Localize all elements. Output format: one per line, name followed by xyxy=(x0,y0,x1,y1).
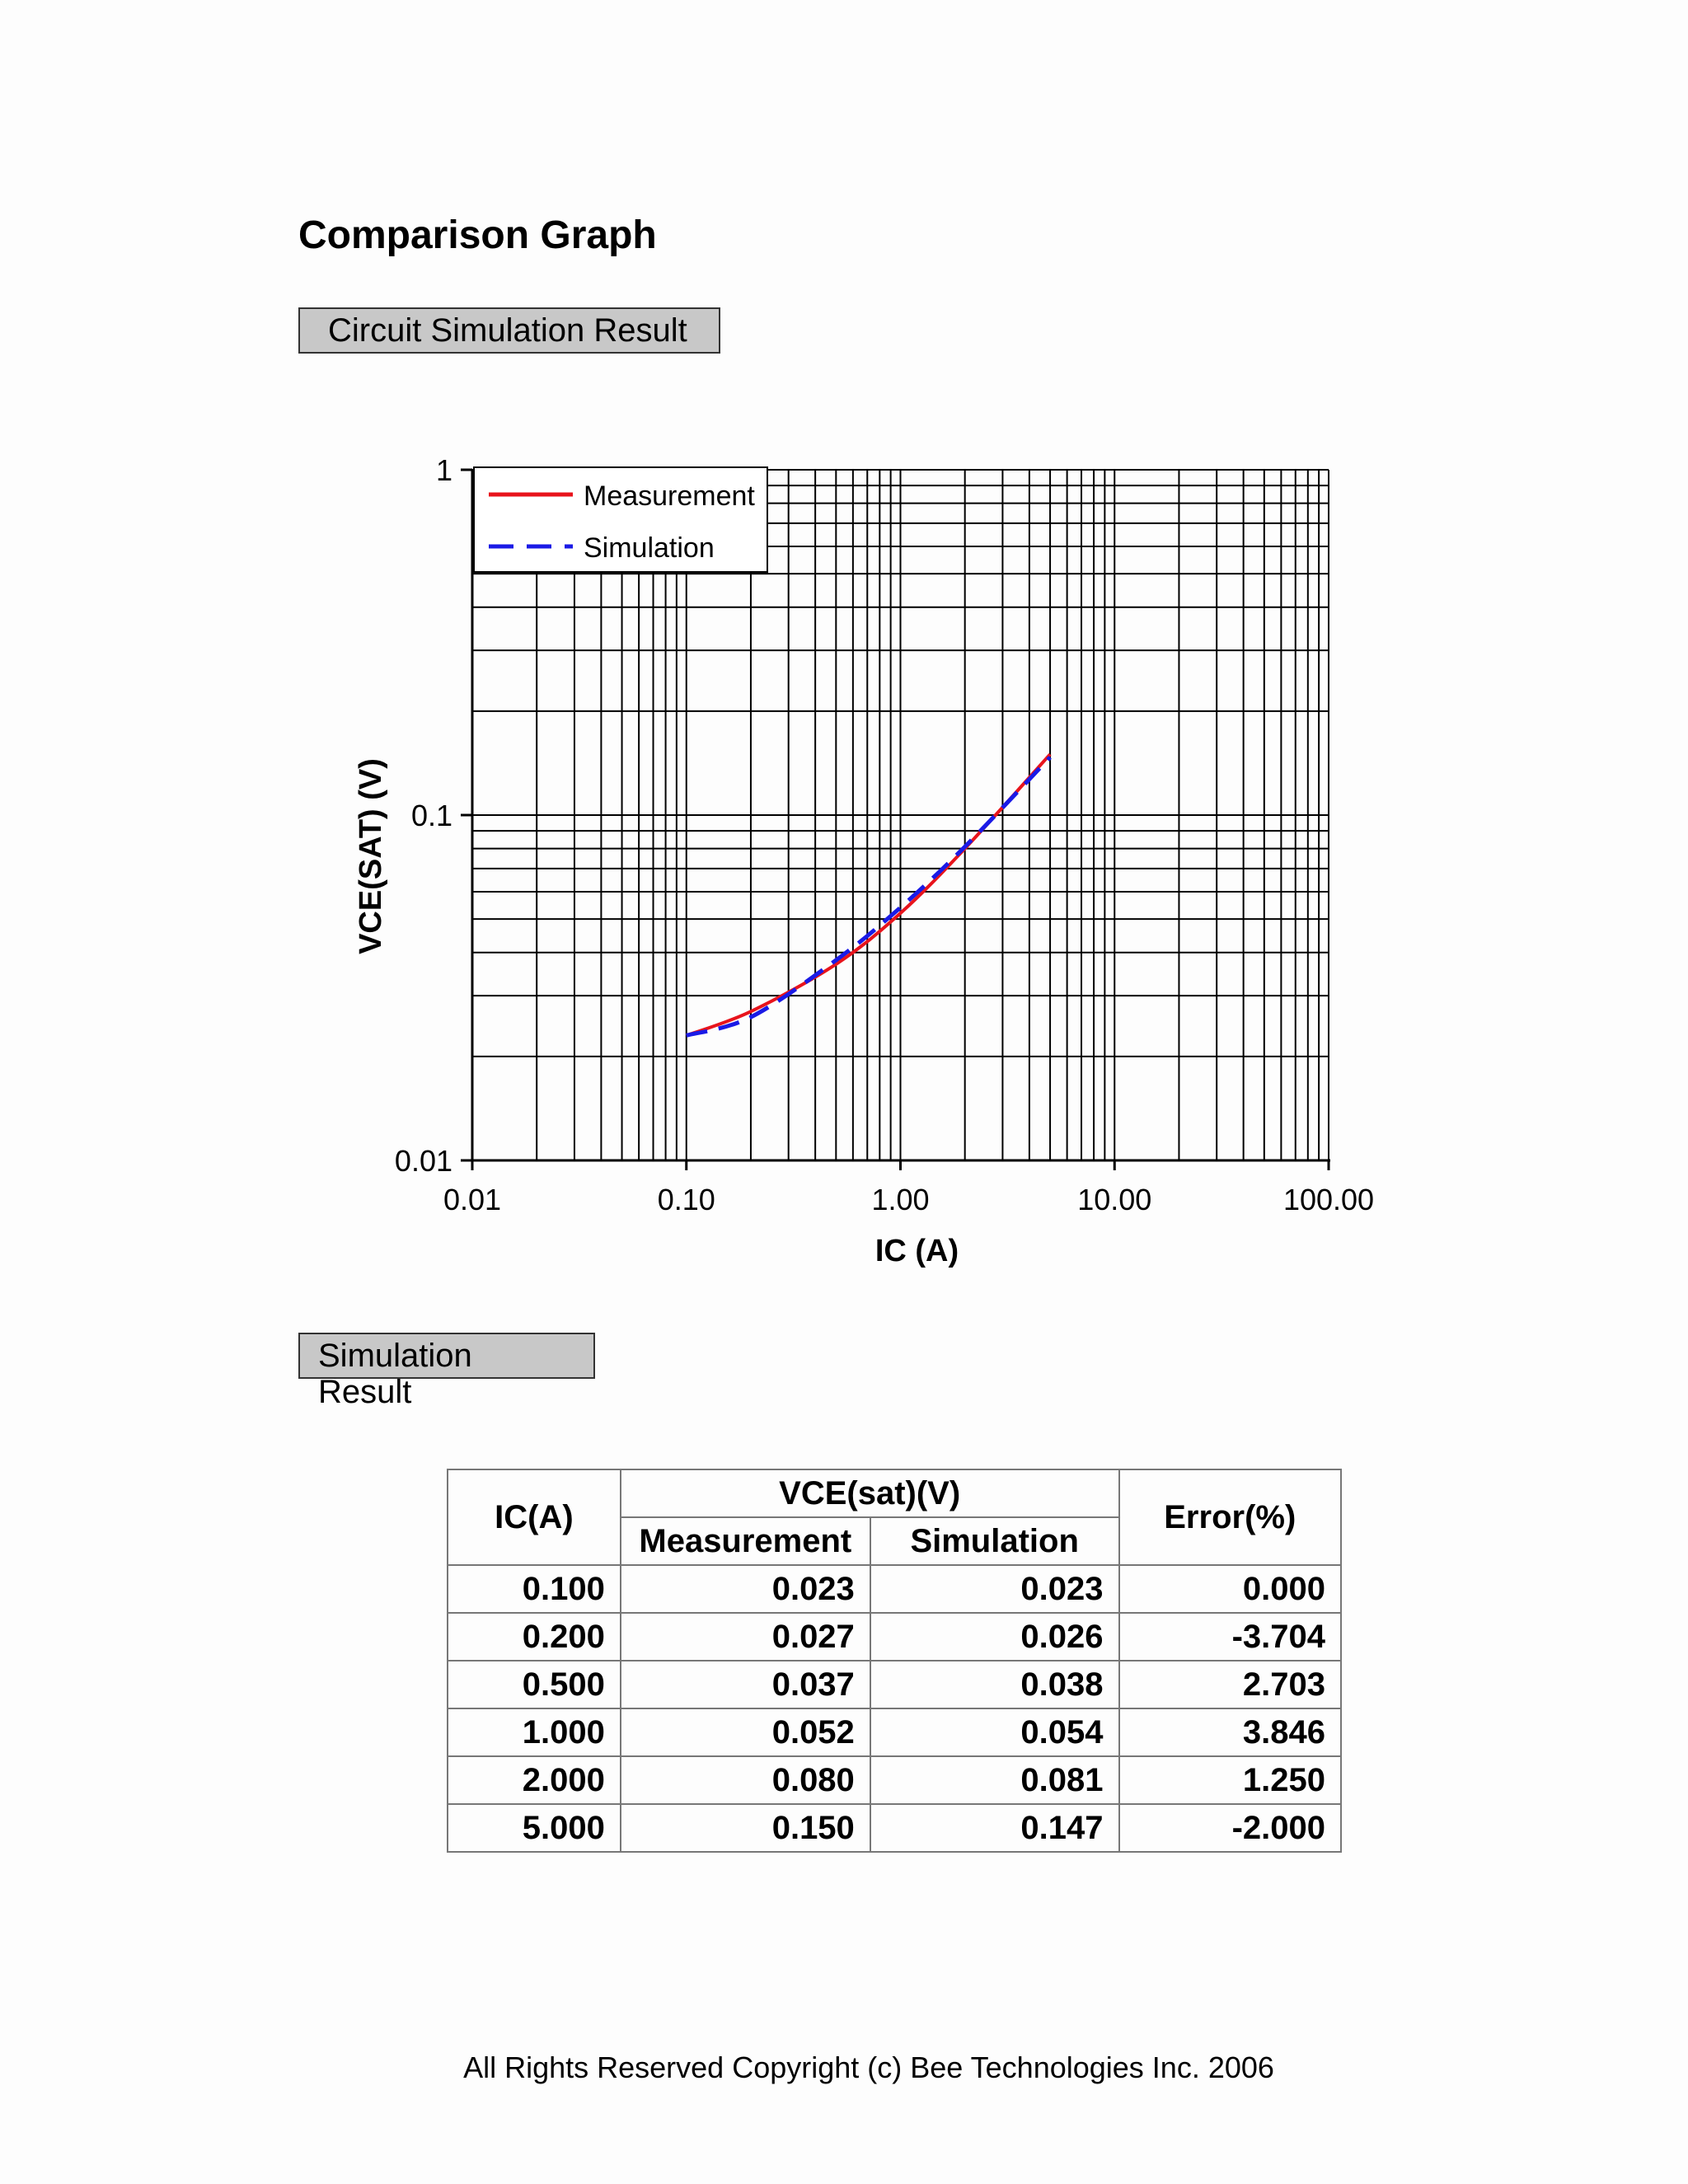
cell-simulation: 0.038 xyxy=(870,1661,1119,1708)
table-row xyxy=(448,1613,1341,1661)
y-axis-label: VCE(SAT) (V) xyxy=(354,758,388,954)
cell-error: -2.000 xyxy=(1119,1804,1341,1852)
cell-measurement: 0.027 xyxy=(621,1613,870,1661)
header-measurement: Measurement xyxy=(621,1517,870,1565)
results-table xyxy=(447,1469,1342,1853)
y-tick-label: 0.01 xyxy=(394,1144,452,1178)
cell-error: 3.846 xyxy=(1119,1708,1341,1756)
table-row xyxy=(448,1756,1341,1804)
cell-measurement: 0.037 xyxy=(621,1661,870,1708)
x-tick-label: 0.10 xyxy=(657,1183,715,1216)
cell-measurement: 0.150 xyxy=(621,1804,870,1852)
x-axis-label: IC (A) xyxy=(874,1234,959,1268)
cell-ic: 1.000 xyxy=(448,1708,621,1756)
header-vce-group: VCE(sat)(V) xyxy=(621,1469,1119,1517)
cell-simulation: 0.054 xyxy=(870,1708,1119,1756)
cell-measurement: 0.080 xyxy=(621,1756,870,1804)
cell-ic: 0.200 xyxy=(448,1613,621,1661)
cell-ic: 5.000 xyxy=(448,1804,621,1852)
x-tick-label: 10.00 xyxy=(1077,1183,1152,1216)
cell-error: 2.703 xyxy=(1119,1661,1341,1708)
cell-simulation: 0.147 xyxy=(870,1804,1119,1852)
header-error: Error(%) xyxy=(1119,1469,1341,1565)
y-tick-label: 1 xyxy=(435,453,452,487)
simulation-result-label: Simulation Result xyxy=(298,1333,595,1379)
cell-simulation: 0.026 xyxy=(870,1613,1119,1661)
cell-simulation: 0.081 xyxy=(870,1756,1119,1804)
series-line-simulation xyxy=(687,757,1050,1036)
table-row xyxy=(448,1565,1341,1613)
cell-ic: 0.500 xyxy=(448,1661,621,1708)
x-tick-label: 0.01 xyxy=(443,1183,502,1216)
circuit-simulation-result-label: Circuit Simulation Result xyxy=(298,307,720,354)
cell-measurement: 0.023 xyxy=(621,1565,870,1613)
cell-error: 1.250 xyxy=(1119,1756,1341,1804)
cell-error: -3.704 xyxy=(1119,1613,1341,1661)
table-row xyxy=(448,1708,1341,1756)
header-simulation: Simulation xyxy=(870,1517,1119,1565)
table-header-row xyxy=(448,1469,1341,1517)
cell-ic: 2.000 xyxy=(448,1756,621,1804)
y-tick-label: 0.1 xyxy=(410,799,452,832)
legend-label: Simulation xyxy=(584,532,715,564)
cell-measurement: 0.052 xyxy=(621,1708,870,1756)
table-row xyxy=(448,1661,1341,1708)
x-tick-label: 1.00 xyxy=(871,1183,930,1216)
cell-error: 0.000 xyxy=(1119,1565,1341,1613)
header-ic: IC(A) xyxy=(448,1469,621,1565)
cell-ic: 0.100 xyxy=(448,1565,621,1613)
legend-label: Measurement xyxy=(584,480,755,512)
table-row xyxy=(448,1804,1341,1852)
page-title: Comparison Graph xyxy=(298,213,657,257)
cell-simulation: 0.023 xyxy=(870,1565,1119,1613)
series-line-measurement xyxy=(687,754,1050,1035)
copyright-footer: All Rights Reserved Copyright (c) Bee Technologies Inc. 2006 xyxy=(463,2050,1274,2084)
x-tick-label: 100.00 xyxy=(1282,1183,1375,1216)
table-body xyxy=(448,1565,1341,1852)
